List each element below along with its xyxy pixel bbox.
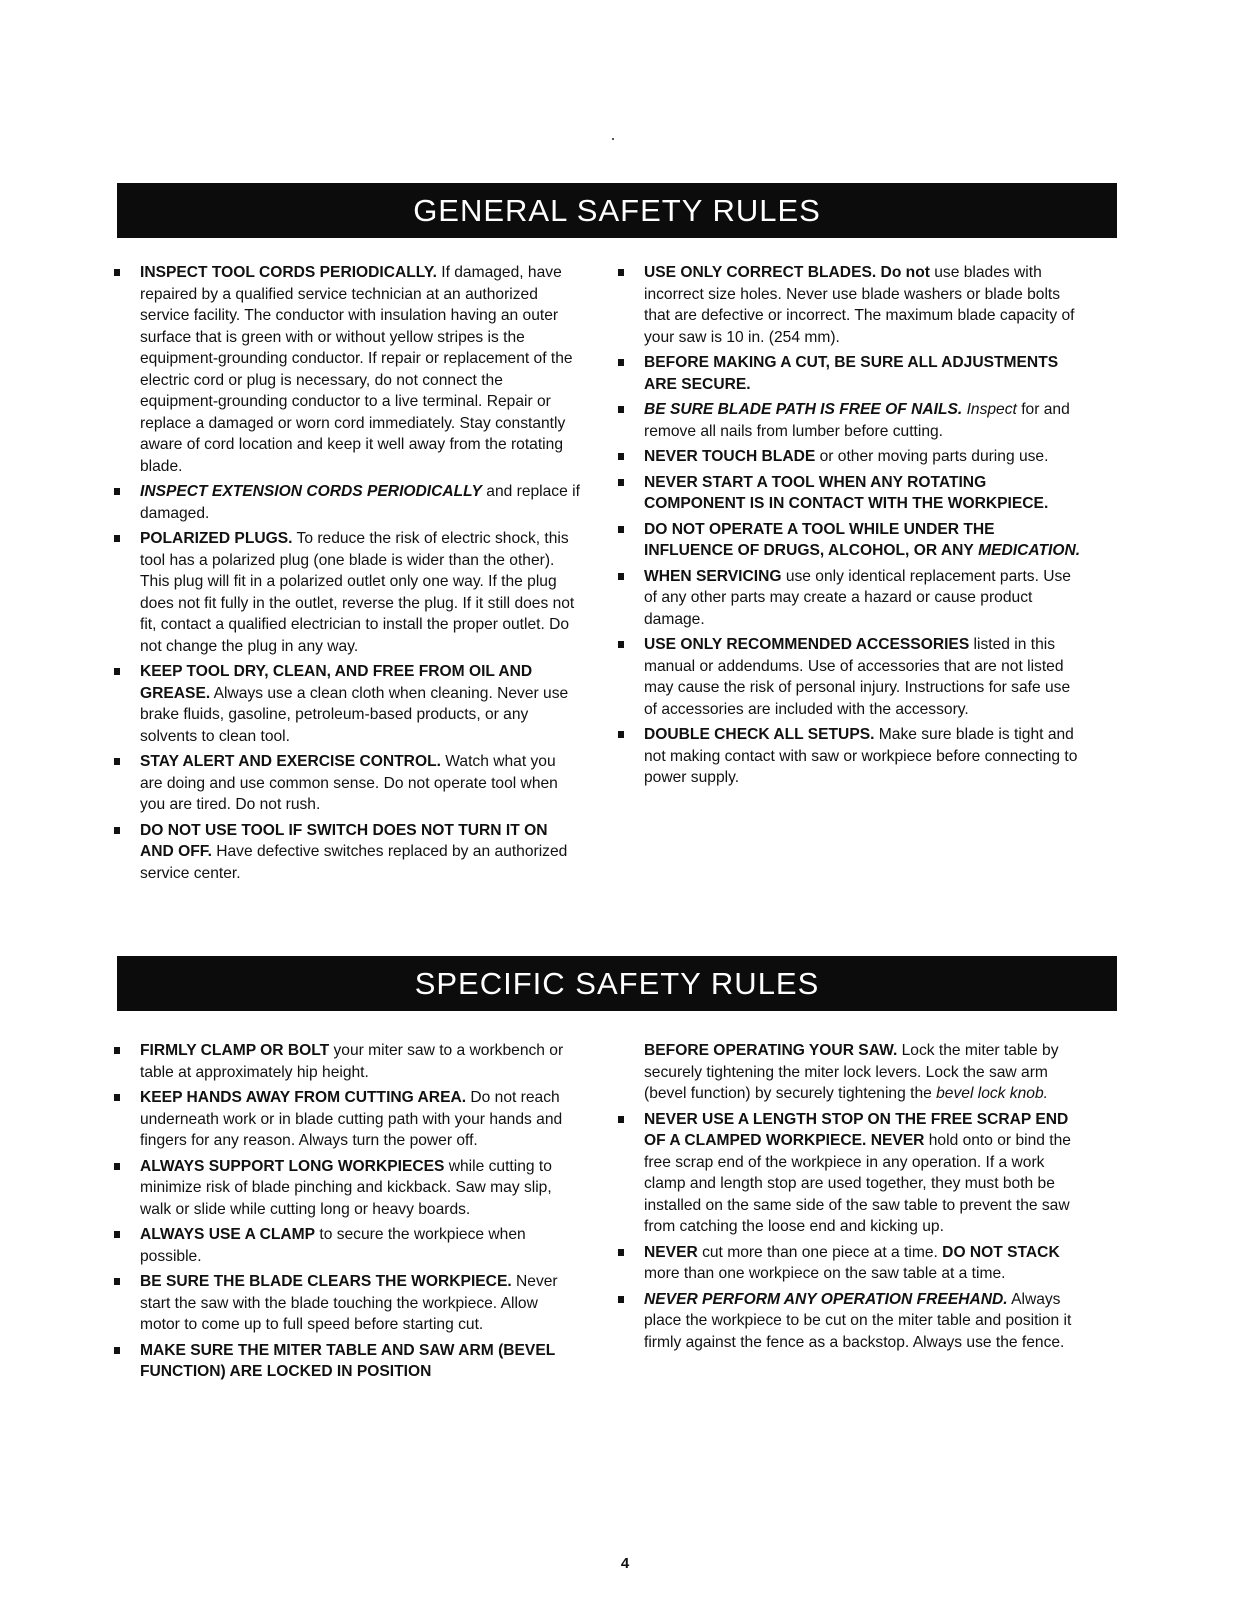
rule-item <box>614 724 1086 789</box>
rule-italic-text: Inspect <box>962 401 1017 418</box>
rule-text: hold onto or bind the free scrap end of the workpiece in any operation. If a work clamp and length stop are used together, they must both be installed on the same side of the saw table to prevent the saw from catching the loose end and kicking up. <box>644 1132 1071 1235</box>
rule-continuation <box>614 1040 1086 1105</box>
rule-lead: NEVER TOUCH BLADE <box>644 448 816 465</box>
rule-item <box>110 1224 582 1267</box>
rule-item <box>614 262 1086 348</box>
rule-item <box>614 472 1086 515</box>
rule-lead: BE SURE THE BLADE CLEARS THE WORKPIECE. <box>140 1273 512 1290</box>
rule-text: for and remove all nails from lumber before cutting. <box>644 401 1070 440</box>
rule-lead: WHEN SERVICING <box>644 567 782 585</box>
rule-text: Never start the saw with the blade touching the workpiece. Allow motor to come up to full speed before starting cut. <box>140 1273 558 1333</box>
rule-text: Always place the workpiece to be cut on the miter table and position it firmly against the fence as a backstop. Always use the fence. <box>644 1290 1072 1351</box>
rule-lead: DO NOT USE TOOL IF SWITCH DOES NOT TURN IT ON AND OFF. <box>140 821 548 860</box>
rule-item <box>110 262 582 477</box>
rule-text: to secure the workpiece when possible. <box>140 1226 526 1265</box>
rule-text: use only identical replacement parts. Use of any other parts may create a hazard or cause product damage. <box>644 567 1071 628</box>
rule-item <box>110 1156 582 1221</box>
specific-left-column <box>110 1040 582 1387</box>
rule-lead: BEFORE OPERATING YOUR SAW. <box>644 1042 898 1059</box>
rule-text: your miter saw to a workbench or table at approximately hip height. <box>140 1042 564 1081</box>
rule-item <box>614 399 1086 442</box>
rule-text: Make sure blade is tight and not making contact with saw or workpiece before connecting to power supply. <box>644 726 1078 786</box>
rule-item <box>110 1271 582 1336</box>
rule-lead: USE ONLY RECOMMENDED ACCESSORIES <box>644 636 970 653</box>
rule-lead: USE ONLY CORRECT BLADES. <box>644 264 877 281</box>
rule-item <box>110 481 582 524</box>
rule-item <box>110 1040 582 1083</box>
rule-lead-2: DO NOT STACK <box>937 1243 1060 1261</box>
rule-item <box>614 1289 1086 1354</box>
rule-lead: INSPECT EXTENSION CORDS PERIODICALLY <box>140 483 482 500</box>
rule-mid: Do not <box>876 264 930 281</box>
rule-text: Have defective switches replaced by an authorized service center. <box>140 843 568 882</box>
rule-item <box>110 661 582 747</box>
rule-item <box>110 1340 582 1383</box>
speck <box>612 138 614 140</box>
rule-lead: NEVER <box>644 1243 698 1261</box>
rule-item <box>614 566 1086 631</box>
rule-text: To reduce the risk of electric shock, this tool has a polarized plug (one blade is wider than the other). This plug will fit in a polarized outlet only one way. If the plug does not fit fully in the outlet, reverse the plug. If it still does not fit, contact a qualified electrician to install the proper outlet. Do not change the plug in any way. <box>140 530 575 655</box>
rule-lead: KEEP HANDS AWAY FROM CUTTING AREA. <box>140 1089 467 1106</box>
rule-item <box>614 352 1086 395</box>
page-number: 4 <box>620 1555 630 1572</box>
rule-text: while cutting to minimize risk of blade pinching and kickback. Saw may slip, walk or slide while cutting long or heavy boards. <box>140 1157 552 1218</box>
rule-lead: POLARIZED PLUGS. <box>140 530 293 547</box>
rule-text: and replace if damaged. <box>140 483 580 522</box>
rule-lead-italic: NEVER PERFORM ANY OPERATION FREEHAND. <box>644 1290 1008 1308</box>
rule-lead: FIRMLY CLAMP OR BOLT <box>140 1042 330 1059</box>
specific-safety-rules-banner: SPECIFIC SAFETY RULES <box>117 956 1117 1011</box>
rule-lead: STAY ALERT AND EXERCISE CONTROL. <box>140 753 441 770</box>
general-right-column <box>614 262 1086 793</box>
general-safety-rules-banner: GENERAL SAFETY RULES <box>117 183 1117 238</box>
rule-lead: DOUBLE CHECK ALL SETUPS. <box>644 726 875 743</box>
rule-item <box>614 1242 1086 1285</box>
rule-item <box>110 751 582 816</box>
rule-text: Always use a clean cloth when cleaning. Never use brake fluids, gasoline, petroleum-based products, or any solvents to clean tool. <box>140 684 569 745</box>
rule-lead: BEFORE MAKING A CUT, BE SURE ALL ADJUSTMENTS ARE SECURE. <box>644 354 1059 393</box>
rule-text-2: more than one workpiece on the saw table at a time. <box>644 1265 1006 1282</box>
rule-lead: ALWAYS USE A CLAMP <box>140 1226 316 1243</box>
rule-text: Watch what you are doing and use common sense. Do not operate tool when you are tired. Do not rush. <box>140 753 558 813</box>
rule-lead: MAKE SURE THE MITER TABLE AND SAW ARM (BEVEL FUNCTION) ARE LOCKED IN POSITION <box>140 1341 555 1380</box>
rule-text: cut more than one piece at a time. <box>697 1243 938 1261</box>
rule-text: use blades with incorrect size holes. Never use blade washers or blade bolts that are defective or incorrect. The maximum blade capacity of your saw is 10 in. (254 mm). <box>644 264 1075 346</box>
rule-text: If damaged, have repaired by a qualified service technician at an authorized service facility. The conductor with insulation having an outer surface that is green with or without yellow stripes is the equipment-grounding conductor. If repair or replacement of the electric cord or plug is necessary, do not connect the equipment-grounding conductor to a live terminal. Repair or replace a damaged or worn cord immediately. Stay constantly aware of cord location and keep it well away from the rotating blade. <box>140 264 573 475</box>
rule-lead: NEVER START A TOOL WHEN ANY ROTATING COMPONENT IS IN CONTACT WITH THE WORKPIECE. <box>644 473 1049 512</box>
rule-lead: DO NOT OPERATE A TOOL WHILE UNDER THE INFLUENCE OF DRUGS, ALCOHOL, OR ANY <box>644 520 995 559</box>
rule-item <box>110 820 582 885</box>
specific-right-column <box>614 1040 1086 1357</box>
rule-item <box>614 1109 1086 1238</box>
rule-italic-text: bevel lock knob. <box>931 1085 1048 1102</box>
rule-text: listed in this manual or addendums. Use of accessories that are not listed may cause the risk of personal injury. Instructions for safe use of accessories are included with the accessory. <box>644 636 1071 718</box>
rule-item <box>110 528 582 657</box>
rule-lead: BE SURE BLADE PATH IS FREE OF NAILS. <box>644 401 963 418</box>
rule-lead: INSPECT TOOL CORDS PERIODICALLY. <box>140 264 437 281</box>
rule-item <box>110 1087 582 1152</box>
general-left-column <box>110 262 582 888</box>
rule-item <box>614 446 1086 468</box>
rule-text: or other moving parts during use. <box>815 448 1049 465</box>
rule-text: Do not reach underneath work or in blade cutting path with your hands and fingers for any reason. Always turn the power off. <box>140 1089 563 1149</box>
rule-lead: KEEP TOOL DRY, CLEAN, AND FREE FROM OIL AND GREASE. <box>140 663 533 702</box>
rule-lead-italic: MEDICATION. <box>973 542 1081 559</box>
rule-item <box>614 519 1086 562</box>
rule-text: Lock the miter table by securely tightening the miter lock levers. Lock the saw arm (bevel function) by securely tightening the <box>644 1042 1059 1102</box>
rule-item <box>614 634 1086 720</box>
rule-lead: ALWAYS SUPPORT LONG WORKPIECES <box>140 1157 445 1175</box>
rule-lead: NEVER USE A LENGTH STOP ON THE FREE SCRAP END OF A CLAMPED WORKPIECE. NEVER <box>644 1110 1069 1149</box>
